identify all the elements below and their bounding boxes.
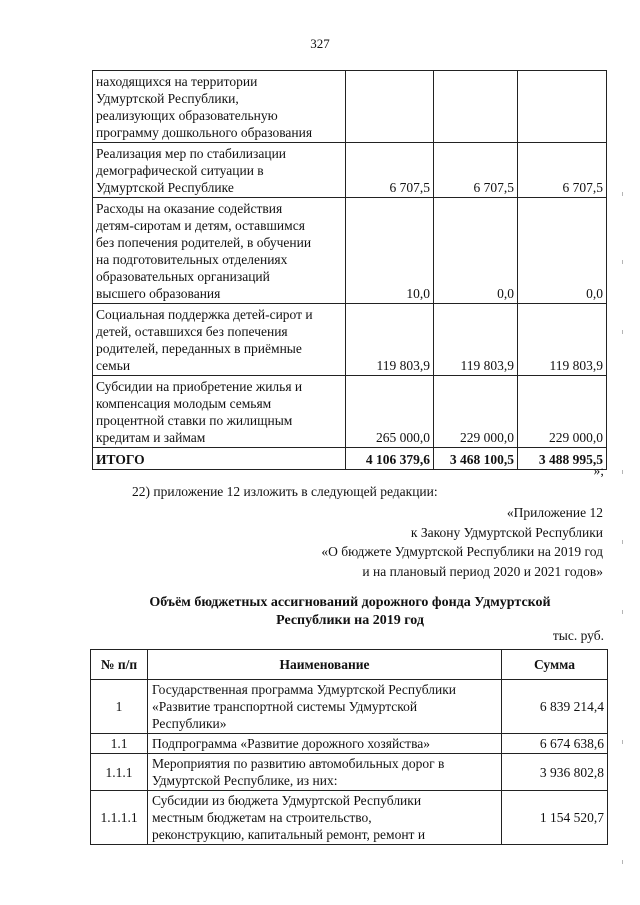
scan-margin-mark [622,540,623,544]
row-code: 1.1.1.1 [91,791,148,845]
row-sum: 1 154 520,7 [502,791,608,845]
budget-table-continued [92,70,607,470]
table-row [93,376,607,448]
name-line: Удмуртской Республике, из них: [152,773,338,788]
table-row [93,198,607,304]
value-2021 [518,71,607,143]
description-line: Реализация мер по стабилизации [96,146,287,161]
amendment-instruction: 22) приложение 12 изложить в следующей редакции: [132,484,438,499]
title-line: Республики на 2019 год [276,613,424,628]
row-description [93,143,346,198]
unit-label: тыс. руб. [552,628,604,643]
description-line: без попечения родителей, в обучении [96,235,312,250]
row-sum: 6 839 214,4 [502,680,608,734]
name-line: Государственная программа Удмуртской Республики [152,682,457,697]
description-line: Удмуртской Республике [96,180,234,195]
name-line: Подпрограмма «Развитие дорожного хозяйства» [152,736,431,751]
value-2021: 0,0 [518,198,607,304]
table-row [93,304,607,376]
value-2019: 119 803,9 [346,304,434,376]
appendix-line: к Закону Удмуртской Республики [410,524,603,540]
table-row [93,71,607,143]
description-line: реализующих образовательную [96,108,278,123]
description-line: родителей, переданных в приёмные [96,341,302,356]
total-2021: 3 488 995,5 [518,448,607,470]
name-line: местным бюджетам на строительство, [152,810,372,825]
table-header-row [91,650,608,680]
header-sum: Сумма [502,650,608,680]
row-name [148,734,502,754]
value-2020 [434,71,518,143]
value-2021: 119 803,9 [518,304,607,376]
value-2019: 10,0 [346,198,434,304]
row-name [148,791,502,845]
scan-margin-mark [622,860,623,864]
value-2021: 6 707,5 [518,143,607,198]
scan-margin-mark [622,470,623,474]
value-2019: 6 707,5 [346,143,434,198]
header-name: Наименование [148,650,502,680]
value-2020: 119 803,9 [434,304,518,376]
row-code: 1.1.1 [91,754,148,791]
appendix-line: «Приложение 12 [506,505,603,520]
page-number: 327 [310,36,330,51]
document-title [110,594,590,630]
description-line: демографической ситуации в [96,163,264,178]
row-description [93,376,346,448]
description-line: Социальная поддержка детей-сирот и [96,307,313,322]
row-code: 1 [91,680,148,734]
scan-margin-mark [622,610,623,614]
table-row [91,734,608,754]
description-line: семьи [96,358,131,373]
table-row [91,680,608,734]
row-code: 1.1 [91,734,148,754]
appendix-line: и на плановый период 2020 и 2021 годов» [362,563,603,579]
row-sum: 3 936 802,8 [502,754,608,791]
scan-margin-mark [622,330,623,334]
value-2020: 6 707,5 [434,143,518,198]
appendix-header [321,503,603,581]
description-line: Субсидии на приобретение жилья и [96,379,303,394]
value-2021: 229 000,0 [518,376,607,448]
value-2019: 265 000,0 [346,376,434,448]
description-line: находящихся на территории [96,74,258,89]
description-line: Расходы на оказание содействия [96,201,283,216]
description-line: образовательных организаций [96,269,270,284]
total-2019: 4 106 379,6 [346,448,434,470]
description-line: высшего образования [96,286,221,301]
description-line: кредитам и займам [96,430,206,445]
row-description [93,304,346,376]
scan-margin-mark [622,740,623,744]
row-description [93,198,346,304]
description-line: программу дошкольного образования [96,125,313,140]
description-line: детей, оставшихся без попечения [96,324,288,339]
name-line: Мероприятия по развитию автомобильных дорог в [152,756,445,771]
row-sum: 6 674 638,6 [502,734,608,754]
description-line: компенсация молодым семьям [96,396,272,411]
header-number: № п/п [91,650,148,680]
table-row [91,754,608,791]
title-line: Объём бюджетных ассигнований дорожного фонда Удмуртской [149,595,551,610]
scan-margin-mark [622,192,623,196]
value-2020: 229 000,0 [434,376,518,448]
name-line: реконструкцию, капитальный ремонт, ремонт и [152,827,426,842]
name-line: Субсидии из бюджета Удмуртской Республики [152,793,422,808]
closing-quote: »; [593,463,604,478]
row-name [148,680,502,734]
name-line: «Развитие транспортной системы Удмуртской [152,699,418,714]
appendix-line: «О бюджете Удмуртской Республики на 2019 год [321,544,603,559]
description-line: на подготовительных отделениях [96,252,288,267]
description-line: процентной ставки по жилищным [96,413,293,428]
row-description [93,71,346,143]
description-line: Удмуртской Республики, [96,91,239,106]
total-2020: 3 468 100,5 [434,448,518,470]
road-fund-table [90,649,608,845]
scan-margin-mark [622,260,623,264]
description-line: детям-сиротам и детям, оставшимся [96,218,305,233]
value-2020: 0,0 [434,198,518,304]
value-2019 [346,71,434,143]
table-row [91,791,608,845]
total-label: ИТОГО [93,448,346,470]
total-row [93,448,607,470]
table-row [93,143,607,198]
row-name [148,754,502,791]
name-line: Республики» [152,716,227,731]
